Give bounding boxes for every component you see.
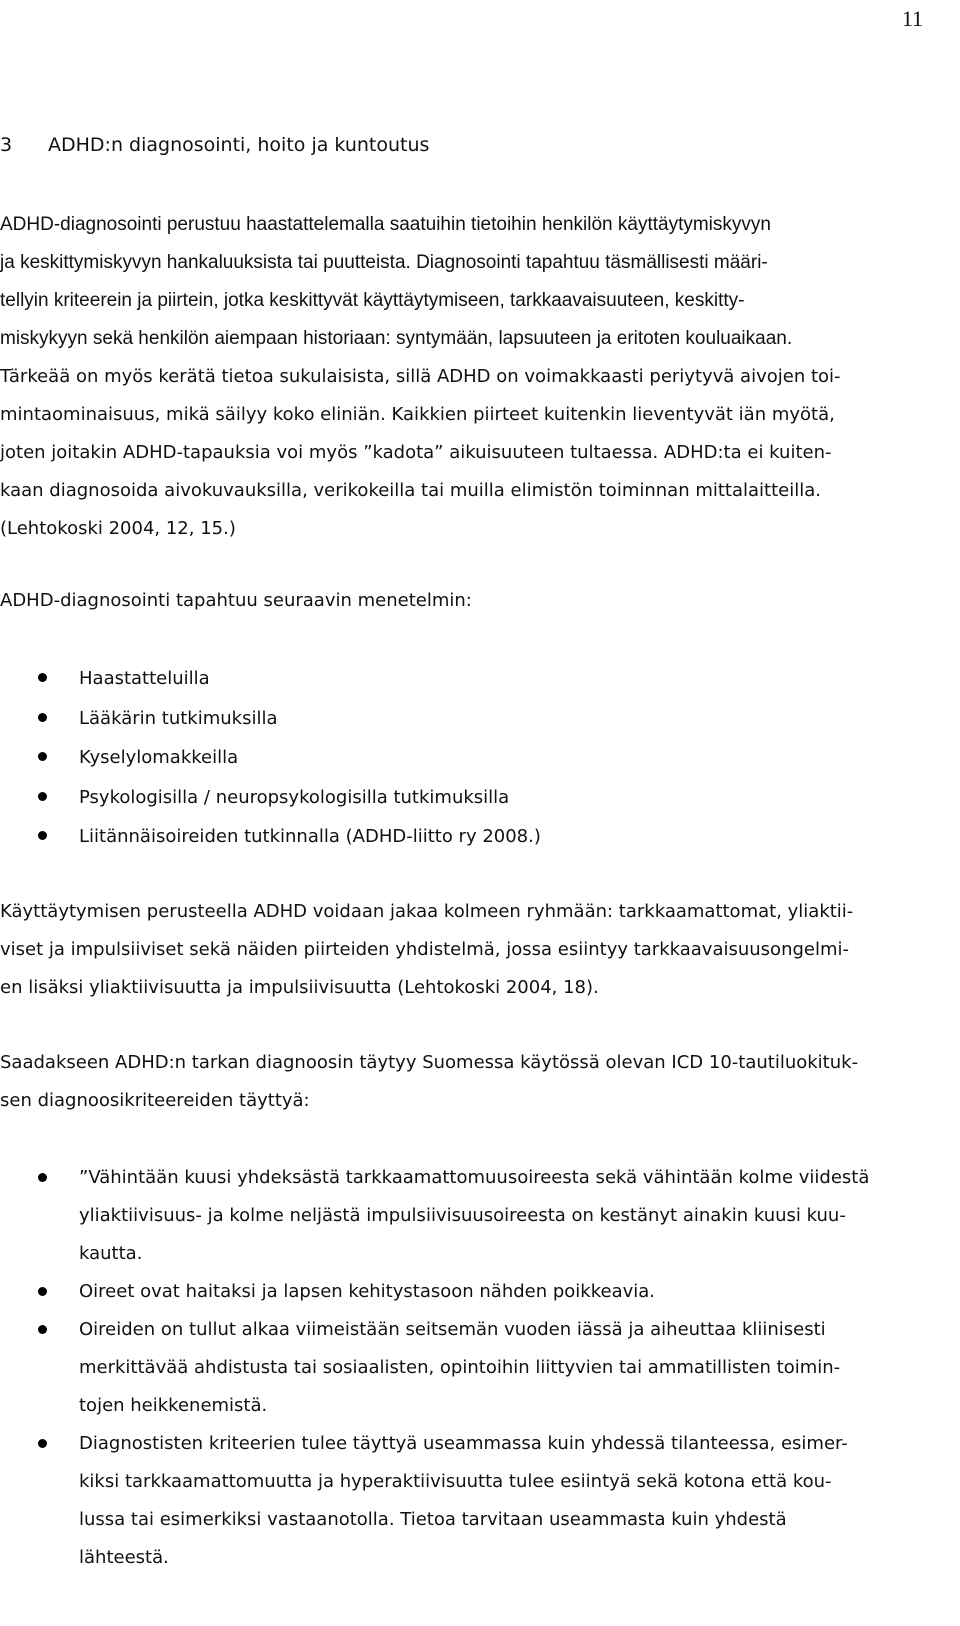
paragraph-methods-intro [0, 582, 928, 620]
list-item: Psykologisilla / neuropsykologisilla tutkimuksilla [0, 778, 928, 818]
bullet-icon [38, 792, 47, 801]
list-item: Oireet ovat haitaksi ja lapsen kehitystasoon nähden poikkeavia. [0, 1273, 928, 1311]
paragraph-line: ADHD-diagnosointi perustuu haastattelemalla saatuihin tietoihin henkilön käyttäytymiskyvyn [0, 214, 771, 235]
paragraph-icd10-intro [0, 1044, 928, 1120]
paragraph-line: tellyin kriteerein ja piirtein, jotka keskittyvät käyttäytymiseen, tarkkaavaisuuteen, keskitty- [0, 290, 745, 311]
list-item: Oireiden on tullut alkaa viimeistään seitsemän vuoden iässä ja aiheuttaa kliinisesti merkittävää ahdistusta tai sosiaalisten, opintoihin liittyvien tai ammatillisten toimin- tojen heikkenemistä. [0, 1311, 928, 1425]
paragraph-line: Tärkeää on myös kerätä tietoa sukulaisista, sillä ADHD on voimakkaasti periytyvä aivojen toi- [0, 366, 841, 387]
bullet-icon [38, 831, 47, 840]
list-item: Diagnostisten kriteerien tulee täyttyä useammassa kuin yhdessä tilanteessa, esimer- kiksi tarkkaamattomuutta ja hyperaktiivisuutta tulee esiintyä sekä kotona että kou- lussa tai esimerkiksi vastaanotolla. Tietoa tarvitaan useammasta kuin yhdestä lähteestä. [0, 1425, 928, 1577]
paragraph-line: joten joitakin ADHD-tapauksia voi myös ”kadota” aikuisuuteen tultaessa. ADHD:ta ei kuiten- [0, 442, 832, 463]
paragraph-line: sen diagnoosikriteereiden täyttyä: [0, 1090, 310, 1111]
paragraph-diagnosis-basis [0, 206, 928, 548]
paragraph-line: miskykyyn sekä henkilön aiempaan historiaan: syntymään, lapsuuteen ja eritoten kouluaikaan. [0, 328, 793, 349]
paragraph-line: viset ja impulsiiviset sekä näiden piirteiden yhdistelmä, jossa esiintyy tarkkaavaisuusongelmi- [0, 939, 850, 960]
page-number: 11 [901, 6, 923, 31]
paragraph-line: Saadakseen ADHD:n tarkan diagnoosin täytyy Suomessa käytössä olevan ICD 10-tautiluokituk- [0, 1052, 859, 1073]
paragraph-adhd-groups [0, 893, 928, 1007]
paragraph-line: (Lehtokoski 2004, 12, 15.) [0, 518, 236, 539]
bullet-icon [38, 673, 47, 682]
bullet-icon [38, 1325, 47, 1334]
list-item: Haastatteluilla [0, 659, 928, 699]
paragraph-line: mintaominaisuus, mikä säilyy koko eliniän. Kaikkien piirteet kuitenkin lieventyvät iän myötä, [0, 404, 835, 425]
criteria-list [0, 1159, 928, 1577]
methods-list [0, 659, 928, 857]
bullet-icon [38, 713, 47, 722]
list-item: Kyselylomakkeilla [0, 738, 928, 778]
list-item: Liitännäisoireiden tutkinnalla (ADHD-liitto ry 2008.) [0, 817, 928, 857]
bullet-icon [38, 752, 47, 761]
paragraph-line: ja keskittymiskyvyn hankaluuksista tai puutteista. Diagnosointi tapahtuu täsmällisesti määri- [0, 252, 768, 273]
paragraph-line: ADHD-diagnosointi tapahtuu seuraavin menetelmin: [0, 590, 472, 611]
section-number: 3 [0, 134, 13, 156]
bullet-icon [38, 1173, 47, 1182]
paragraph-line: kaan diagnosoida aivokuvauksilla, verikokeilla tai muilla elimistön toiminnan mittalaitteilla. [0, 480, 821, 501]
list-item: ”Vähintään kuusi yhdeksästä tarkkaamattomuusoireesta sekä vähintään kolme viidestä yliaktiivisuus- ja kolme neljästä impulsiivisuusoireesta on kestänyt ainakin kuusi kuu- kautta. [0, 1159, 928, 1273]
paragraph-line: en lisäksi yliaktiivisuutta ja impulsiivisuutta (Lehtokoski 2004, 18). [0, 977, 599, 998]
list-item: Lääkärin tutkimuksilla [0, 699, 928, 739]
bullet-icon [38, 1287, 47, 1296]
paragraph-line: Käyttäytymisen perusteella ADHD voidaan jakaa kolmeen ryhmään: tarkkaamattomat, yliaktii- [0, 901, 854, 922]
bullet-icon [38, 1439, 47, 1448]
section-heading [0, 134, 429, 156]
section-title: ADHD:n diagnosointi, hoito ja kuntoutus [48, 134, 430, 156]
